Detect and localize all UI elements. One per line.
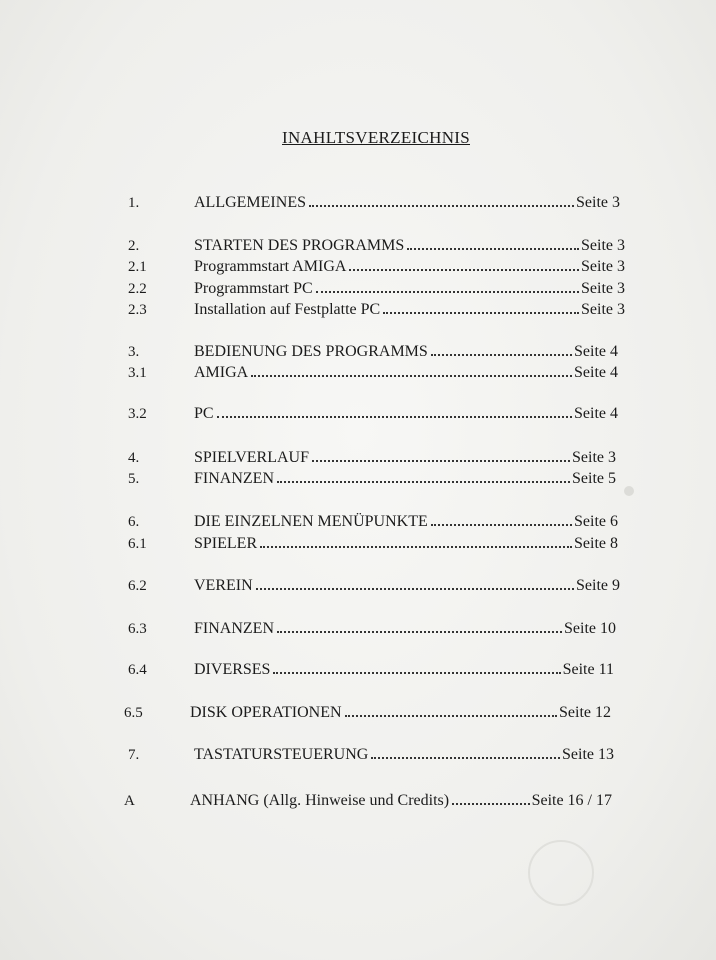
leader-dots — [277, 480, 570, 483]
toc-entry-page: Seite 6 — [574, 513, 618, 530]
toc-entry-number: 3.2 — [128, 406, 147, 422]
toc-entry-number: 3. — [128, 344, 140, 360]
toc-entry-page: Seite 4 — [574, 343, 618, 360]
leader-dots — [383, 311, 579, 314]
leader-dots — [277, 630, 562, 633]
toc-entry-label: STARTEN DES PROGRAMMS — [194, 237, 405, 254]
leader-dots — [349, 268, 579, 271]
toc-entry — [128, 577, 620, 595]
toc-entry-label: BEDIENUNG DES PROGRAMMS — [194, 343, 428, 360]
leader-dots — [260, 545, 572, 548]
toc-entry-number: 2.3 — [128, 302, 147, 318]
toc-entry-number: 3.1 — [128, 365, 147, 381]
toc-entry — [128, 405, 618, 423]
toc-title: INAHLTSVERZEICHNIS — [282, 128, 470, 147]
toc-entry-label: TASTATURSTEUERUNG — [194, 746, 369, 763]
leader-dots — [316, 290, 579, 293]
toc-entry-number: 1. — [128, 195, 140, 211]
toc-entry-label: SPIELVERLAUF — [194, 449, 309, 466]
toc-entry-number: 4. — [128, 450, 140, 466]
toc-entry-number: 2.2 — [128, 281, 147, 297]
toc-entry-page: Seite 16 / 17 — [531, 792, 612, 809]
toc-entry — [124, 792, 612, 810]
leader-dots — [251, 374, 572, 377]
toc-entry-number: 5. — [128, 471, 140, 487]
toc-entry-page: Seite 10 — [564, 620, 616, 637]
toc-entry-label: DISK OPERATIONEN — [190, 704, 342, 721]
toc-entry-label: FINANZEN — [194, 470, 274, 487]
toc-entry-page: Seite 3 — [581, 258, 625, 275]
leader-dots — [431, 353, 572, 356]
leader-dots — [309, 204, 574, 207]
toc-entry — [128, 535, 618, 553]
toc-entry-label: ALLGEMEINES — [194, 194, 306, 211]
toc-entry-page: Seite 5 — [572, 470, 616, 487]
toc-entry-page: Seite 4 — [574, 405, 618, 422]
toc-entry — [128, 620, 616, 638]
toc-entry — [128, 258, 625, 276]
leader-dots — [407, 247, 579, 250]
toc-entry-page: Seite 12 — [559, 704, 611, 721]
toc-entry-number: 6.1 — [128, 536, 147, 552]
toc-entry-page: Seite 8 — [574, 535, 618, 552]
toc-entry-number: 2.1 — [128, 259, 147, 275]
toc-entry-label: ANHANG (Allg. Hinweise und Credits) — [190, 792, 450, 809]
toc-entry-label: AMIGA — [194, 364, 249, 381]
toc-entry-number: A — [124, 793, 135, 809]
leader-dots — [371, 756, 560, 759]
leader-dots — [452, 802, 529, 805]
toc-entry-label: Programmstart PC — [194, 280, 313, 297]
toc-entry-page: Seite 3 — [576, 194, 620, 211]
toc-entry-label: PC — [194, 405, 214, 422]
toc-entry — [128, 513, 618, 531]
toc-entry — [128, 661, 614, 679]
toc-entry-page: Seite 4 — [574, 364, 618, 381]
toc-entry-number: 2. — [128, 238, 140, 254]
toc-entry-page: Seite 9 — [576, 577, 620, 594]
toc-entry-number: 6.5 — [124, 705, 143, 721]
toc-entry-label: Installation auf Festplatte PC — [194, 301, 381, 318]
toc-entry — [128, 449, 616, 467]
toc-entry-number: 6.4 — [128, 662, 147, 678]
leader-dots — [273, 671, 560, 674]
toc-entry-number: 6.3 — [128, 621, 147, 637]
toc-entry-number: 7. — [128, 747, 140, 763]
toc-entry — [128, 470, 616, 488]
toc-entry-page: Seite 3 — [581, 301, 625, 318]
leader-dots — [312, 459, 570, 462]
toc-entry-label: Programmstart AMIGA — [194, 258, 347, 275]
toc-entry — [128, 746, 614, 764]
leader-dots — [217, 415, 572, 418]
toc-entry-label: DIE EINZELNEN MENÜPUNKTE — [194, 513, 428, 530]
leader-dots — [256, 587, 574, 590]
toc-entry — [128, 237, 625, 255]
toc-entry — [128, 280, 625, 298]
toc-entry — [128, 301, 625, 319]
toc-entry-page: Seite 3 — [581, 280, 625, 297]
toc-entry-page: Seite 3 — [572, 449, 616, 466]
toc-entry-page: Seite 11 — [562, 661, 614, 678]
toc-entry — [128, 194, 620, 212]
leader-dots — [345, 714, 557, 717]
toc-entry-page: Seite 3 — [581, 237, 625, 254]
toc-entry-label: DIVERSES — [194, 661, 271, 678]
toc-entry-label: FINANZEN — [194, 620, 274, 637]
toc-entry — [128, 343, 618, 361]
toc-entry-label: SPIELER — [194, 535, 258, 552]
toc-entry-number: 6. — [128, 514, 140, 530]
toc-entry-number: 6.2 — [128, 578, 147, 594]
toc-entry — [124, 704, 611, 722]
toc-entry-page: Seite 13 — [562, 746, 614, 763]
toc-entry-label: VEREIN — [194, 577, 253, 594]
leader-dots — [431, 523, 572, 526]
toc-entry — [128, 364, 618, 382]
